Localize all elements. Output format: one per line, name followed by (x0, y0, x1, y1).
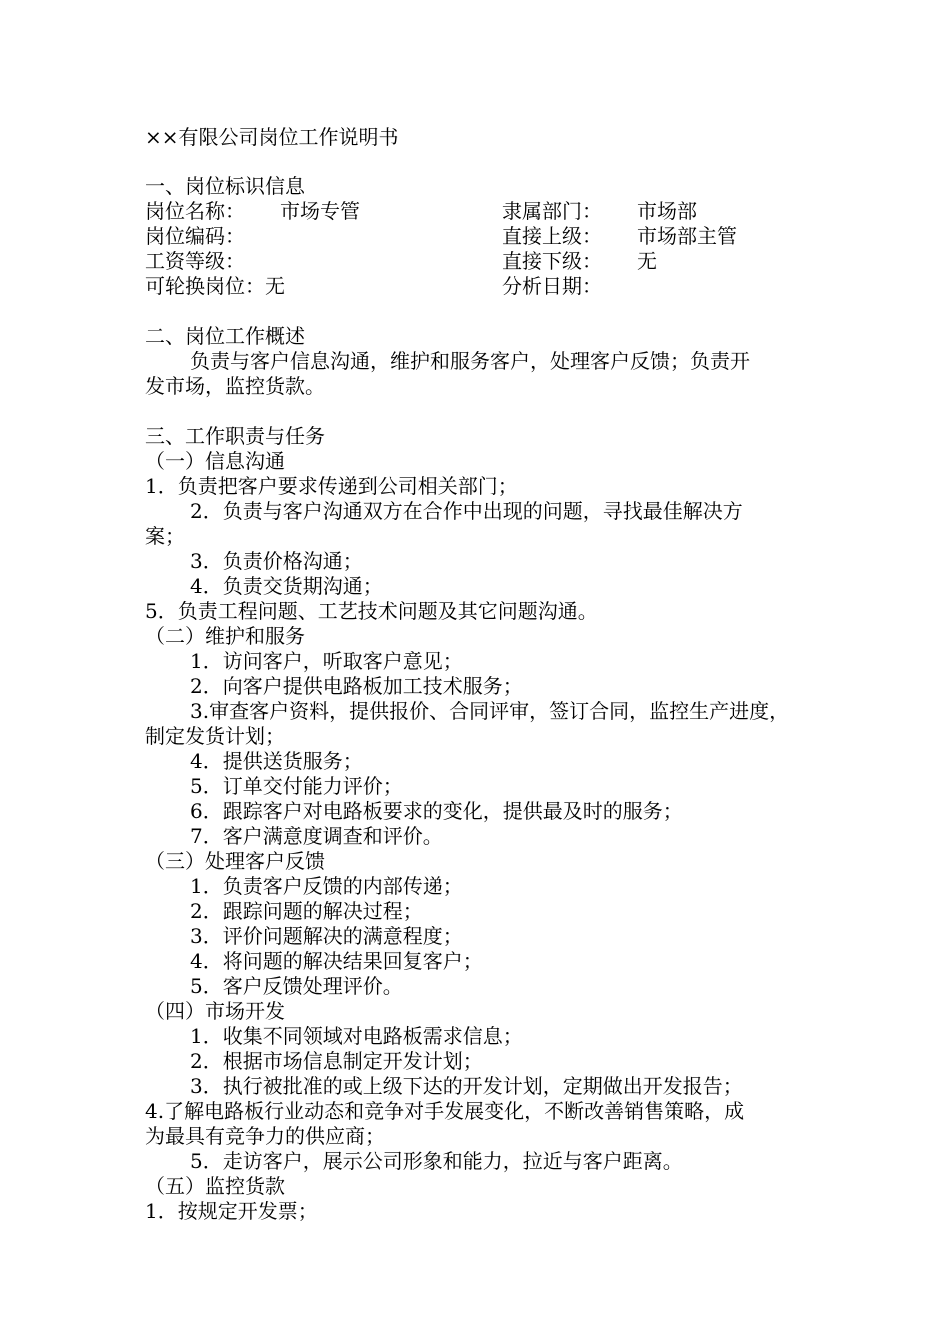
list-item: 3．负责价格沟通； (190, 549, 363, 573)
overview-paragraph-line: 发市场，监控货款。 (145, 374, 325, 398)
field-label: 分析日期： (502, 274, 602, 298)
field-label: 岗位编码： (145, 224, 245, 248)
list-item: 1．按规定开发票； (145, 1199, 318, 1223)
list-item: 1．收集不同领域对电路板需求信息； (190, 1024, 523, 1048)
field-label: 隶属部门： (502, 199, 602, 223)
list-item: 5．走访客户，展示公司形象和能力，拉近与客户距离。 (190, 1149, 683, 1173)
field-value: 市场专管 (280, 199, 360, 223)
list-item: 5．客户反馈处理评价。 (190, 974, 403, 998)
list-item: 5．负责工程问题、工艺技术问题及其它问题沟通。 (145, 599, 598, 623)
field-label: 可轮换岗位：无 (145, 274, 285, 298)
list-item: 2．根据市场信息制定开发计划； (190, 1049, 483, 1073)
list-item: 5．订单交付能力评价； (190, 774, 403, 798)
list-item: 2．负责与客户沟通双方在合作中出现的问题，寻找最佳解决方 (190, 499, 743, 523)
list-item: 3．执行被批准的或上级下达的开发计划，定期做出开发报告； (190, 1074, 743, 1098)
subsection-title: （二）维护和服务 (145, 624, 305, 648)
overview-paragraph-line: 负责与客户信息沟通，维护和服务客户，处理客户反馈；负责开 (190, 349, 750, 373)
field-label: 岗位名称： (145, 199, 245, 223)
list-item: 4．提供送货服务； (190, 749, 363, 773)
list-item: 案； (145, 524, 185, 548)
subsection-title: （三）处理客户反馈 (145, 849, 325, 873)
field-label: 直接下级： (502, 249, 602, 273)
list-item: 为最具有竞争力的供应商； (145, 1124, 385, 1148)
list-item: 4．将问题的解决结果回复客户； (190, 949, 483, 973)
section1-heading: 一、岗位标识信息 (145, 174, 305, 198)
field-label: 直接上级： (502, 224, 602, 248)
list-item: 3．评价问题解决的满意程度； (190, 924, 463, 948)
document-title: ××有限公司岗位工作说明书 (145, 125, 399, 149)
list-item: 3.审查客户资料，提供报价、合同评审，签订合同，监控生产进度， (190, 699, 790, 723)
field-value: 市场部主管 (637, 224, 737, 248)
section3-heading: 三、工作职责与任务 (145, 424, 325, 448)
list-item: 2．跟踪问题的解决过程； (190, 899, 423, 923)
list-item: 制定发货计划； (145, 724, 285, 748)
list-item: 1．负责把客户要求传递到公司相关部门； (145, 474, 518, 498)
list-item: 2．向客户提供电路板加工技术服务； (190, 674, 523, 698)
field-value: 无 (637, 249, 657, 273)
list-item: 4.了解电路板行业动态和竞争对手发展变化，不断改善销售策略，成 (145, 1099, 745, 1123)
list-item: 7．客户满意度调查和评价。 (190, 824, 443, 848)
list-item: 1．访问客户，听取客户意见； (190, 649, 463, 673)
subsection-title: （一）信息沟通 (145, 449, 285, 473)
field-label: 工资等级： (145, 249, 245, 273)
list-item: 1．负责客户反馈的内部传递； (190, 874, 463, 898)
list-item: 6．跟踪客户对电路板要求的变化，提供最及时的服务； (190, 799, 683, 823)
list-item: 4．负责交货期沟通； (190, 574, 383, 598)
subsection-title: （五）监控货款 (145, 1174, 285, 1198)
section2-heading: 二、岗位工作概述 (145, 324, 305, 348)
field-value: 市场部 (637, 199, 697, 223)
subsection-title: （四）市场开发 (145, 999, 285, 1023)
